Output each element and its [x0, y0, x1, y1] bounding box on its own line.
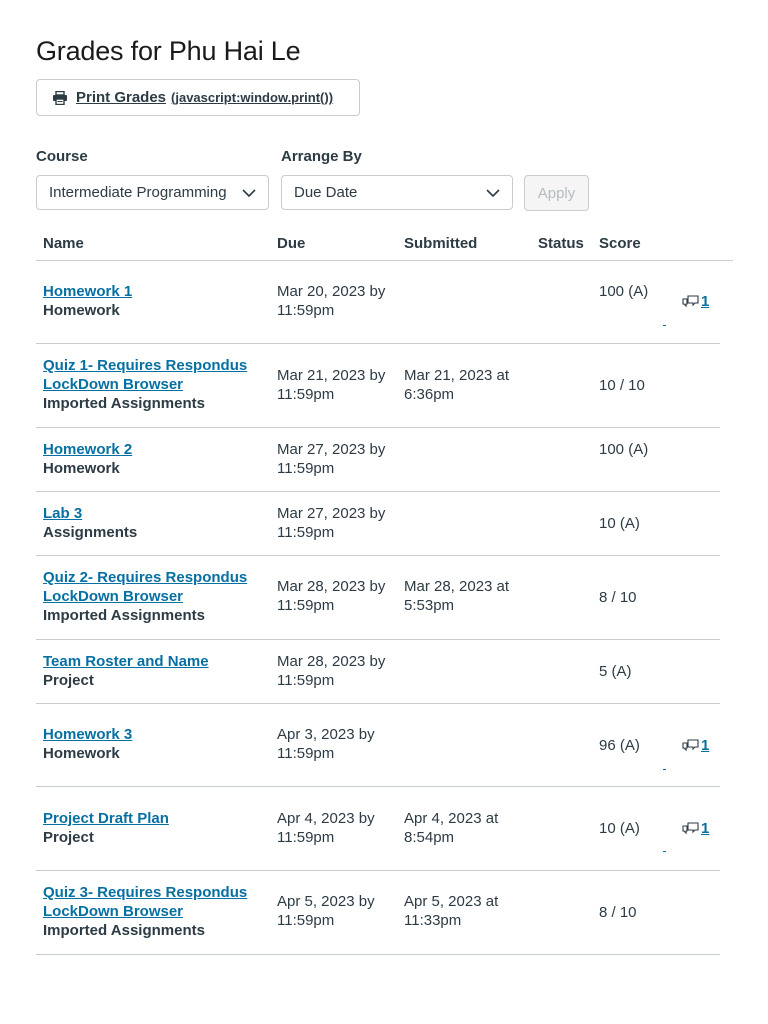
assignment-group: Homework — [43, 302, 120, 319]
column-header-due[interactable]: Due — [277, 235, 306, 252]
comments-link[interactable] — [682, 292, 709, 311]
assignment-link[interactable]: Homework 2 — [43, 441, 133, 458]
assignment-cell — [43, 440, 273, 478]
score: 100 (A) — [599, 283, 649, 300]
comment-link-underline — [663, 325, 666, 326]
assignment-link[interactable]: Quiz 1- Requires Respondus LockDown Browser — [43, 357, 248, 393]
assignment-link[interactable]: Quiz 3- Requires Respondus LockDown Browser — [43, 884, 248, 920]
comments-link[interactable] — [682, 736, 709, 755]
assignment-group: Assignments — [43, 524, 138, 541]
assignment-cell — [43, 809, 273, 847]
assignment-cell — [43, 504, 273, 542]
print-grades-sublabel: (javascript:window.print()) — [171, 90, 334, 105]
submitted-date: Apr 4, 2023 at 8:54pm — [404, 810, 499, 846]
assignment-group: Homework — [43, 745, 120, 762]
assignment-cell — [43, 356, 273, 413]
assignment-group: Imported Assignments — [43, 922, 205, 939]
table-row — [36, 261, 720, 344]
submitted-date: Apr 5, 2023 at 11:33pm — [404, 893, 499, 929]
chevron-down-icon — [486, 186, 500, 200]
comments-count: 1 — [701, 293, 710, 310]
comments-link[interactable] — [682, 819, 709, 838]
comment-link-underline — [663, 851, 666, 852]
assignment-group: Project — [43, 672, 94, 689]
table-row — [36, 428, 720, 492]
apply-button[interactable]: Apply — [524, 175, 589, 211]
print-grades-label: Print Grades — [76, 89, 167, 106]
table-row — [36, 640, 720, 704]
due-date: Mar 20, 2023 by 11:59pm — [277, 283, 386, 319]
chevron-down-icon — [242, 186, 256, 200]
print-grades-button[interactable] — [36, 79, 360, 116]
assignment-link[interactable]: Homework 1 — [43, 283, 133, 300]
score: 8 / 10 — [599, 589, 637, 606]
assignment-link[interactable]: Homework 3 — [43, 726, 133, 743]
table-row — [36, 556, 720, 640]
table-row — [36, 787, 720, 871]
table-row — [36, 344, 720, 428]
due-date: Apr 4, 2023 by 11:59pm — [277, 810, 375, 846]
assignment-cell — [43, 725, 273, 763]
assignment-group: Homework — [43, 460, 120, 477]
assignment-group: Imported Assignments — [43, 395, 205, 412]
course-label: Course — [36, 148, 88, 165]
comments-count: 1 — [701, 737, 710, 754]
score: 8 / 10 — [599, 904, 637, 921]
course-select-value: Intermediate Programming — [49, 184, 227, 201]
assignment-cell — [43, 883, 273, 940]
course-select[interactable] — [36, 175, 269, 210]
column-header-name[interactable]: Name — [43, 235, 84, 252]
comment-icon — [682, 295, 699, 309]
table-row — [36, 871, 720, 955]
due-date: Mar 28, 2023 by 11:59pm — [277, 653, 386, 689]
assignment-cell — [43, 568, 273, 625]
comments-count: 1 — [701, 820, 710, 837]
assignment-cell — [43, 652, 273, 690]
due-date: Apr 5, 2023 by 11:59pm — [277, 893, 375, 929]
score: 10 (A) — [599, 820, 640, 837]
assignment-link[interactable]: Quiz 2- Requires Respondus LockDown Browser — [43, 569, 248, 605]
arrange-by-select-value: Due Date — [294, 184, 358, 201]
due-date: Mar 27, 2023 by 11:59pm — [277, 505, 386, 541]
printer-icon — [52, 91, 68, 105]
column-header-status[interactable]: Status — [538, 235, 584, 252]
assignment-cell — [43, 282, 273, 320]
table-row — [36, 704, 720, 787]
score: 100 (A) — [599, 441, 649, 458]
score: 10 / 10 — [599, 377, 645, 394]
comment-icon — [682, 739, 699, 753]
column-header-score[interactable]: Score — [599, 235, 641, 252]
score: 5 (A) — [599, 663, 632, 680]
score: 96 (A) — [599, 737, 640, 754]
due-date: Mar 21, 2023 by 11:59pm — [277, 367, 386, 403]
submitted-date: Mar 21, 2023 at 6:36pm — [404, 367, 510, 403]
column-header-submitted[interactable]: Submitted — [404, 235, 478, 252]
assignment-link[interactable]: Team Roster and Name — [43, 653, 209, 670]
assignment-link[interactable]: Project Draft Plan — [43, 810, 169, 827]
assignment-group: Project — [43, 829, 94, 846]
due-date: Mar 27, 2023 by 11:59pm — [277, 441, 386, 477]
score: 10 (A) — [599, 515, 640, 532]
submitted-date: Mar 28, 2023 at 5:53pm — [404, 578, 510, 614]
grades-table-header — [36, 226, 733, 261]
comment-icon — [682, 822, 699, 836]
comment-link-underline — [663, 769, 666, 770]
due-date: Mar 28, 2023 by 11:59pm — [277, 578, 386, 614]
arrange-by-label: Arrange By — [281, 148, 362, 165]
assignment-link[interactable]: Lab 3 — [43, 505, 83, 522]
arrange-by-select[interactable] — [281, 175, 513, 210]
page-title: Grades for Phu Hai Le — [36, 36, 301, 66]
assignment-group: Imported Assignments — [43, 607, 205, 624]
due-date: Apr 3, 2023 by 11:59pm — [277, 726, 375, 762]
table-row — [36, 492, 720, 556]
